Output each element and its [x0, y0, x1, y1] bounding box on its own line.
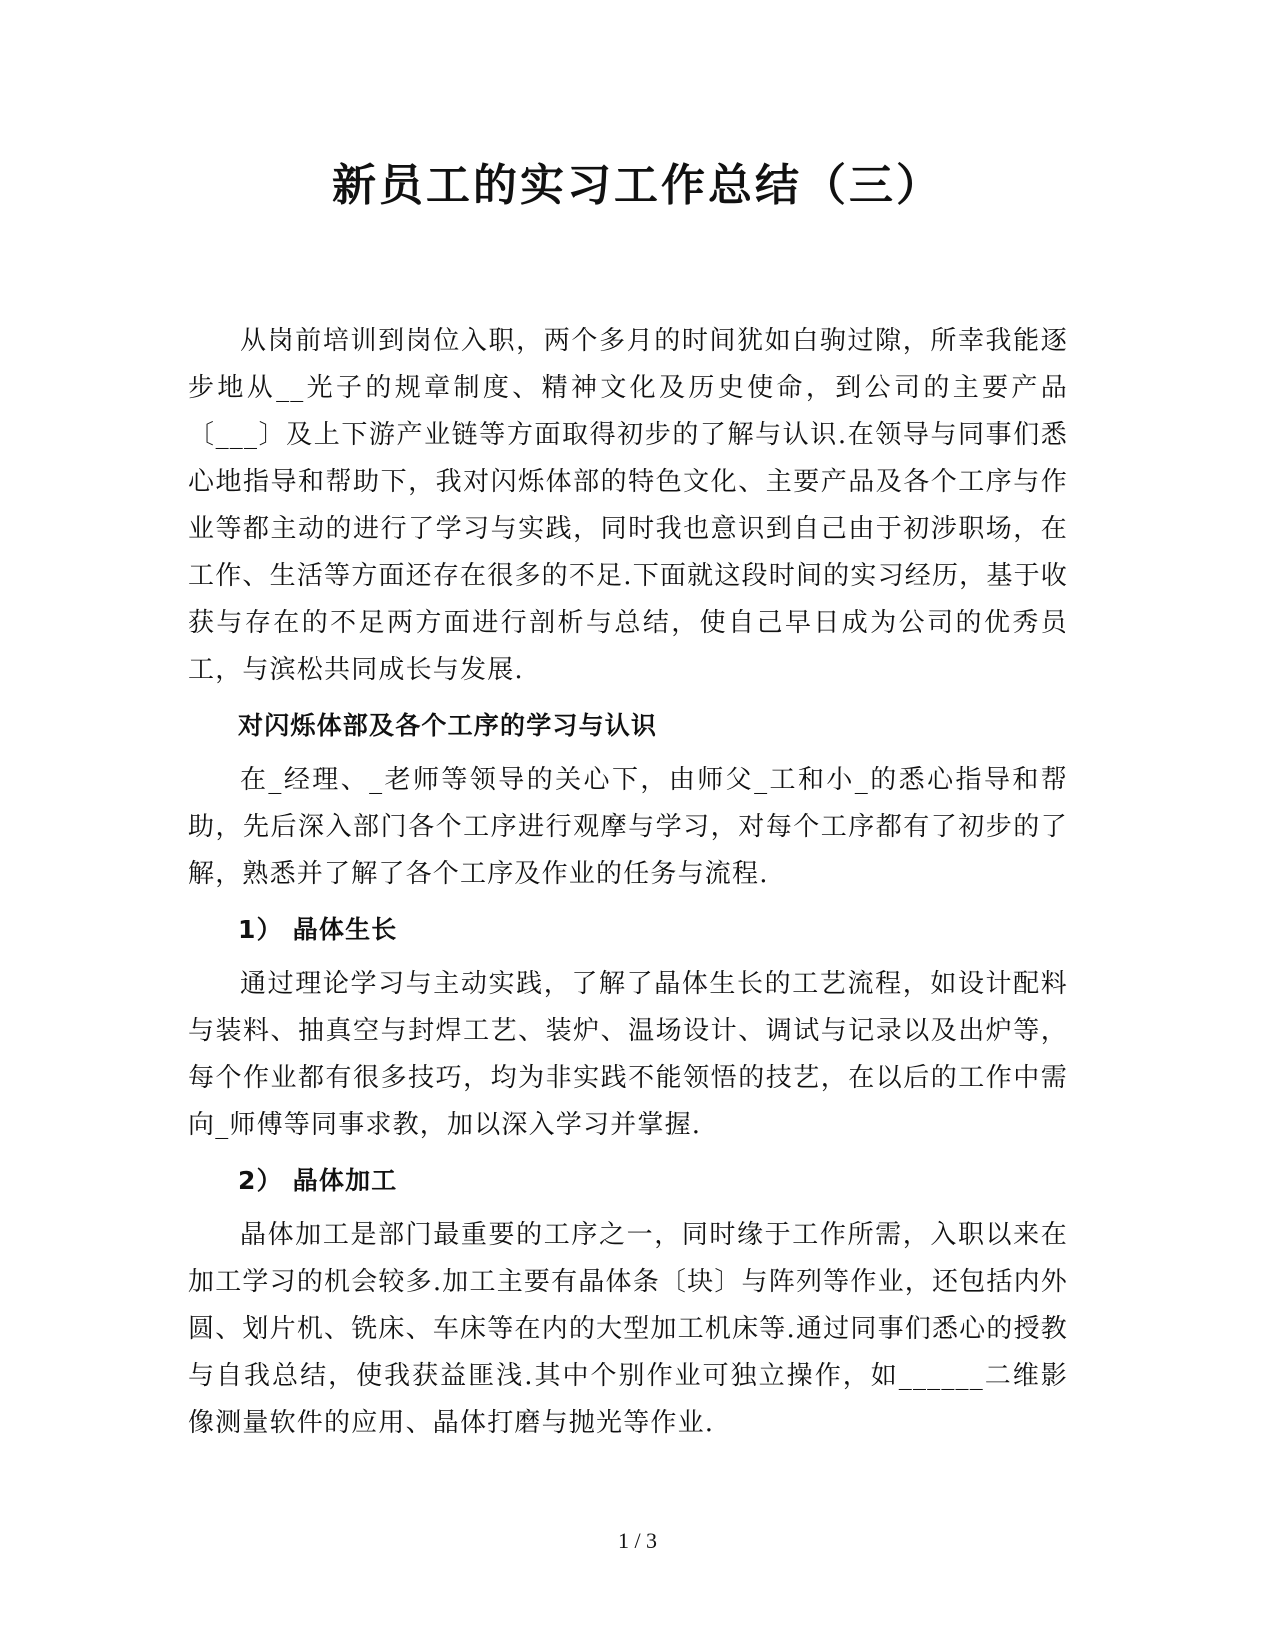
paragraph-learning: 在_经理、_老师等领导的关心下，由师父_工和小_的悉心指导和帮助，先后深入部门各个工序进行观摩与学习，对每个工序都有了初步的了解，熟悉并了解了各个工序及作业的任务与流程.: [188, 765, 1068, 889]
paragraph-intro: 从岗前培训到岗位入职，两个多月的时间犹如白驹过隙，所幸我能逐步地从__光子的规章制度、精神文化及历史使命，到公司的主要产品〔___〕及上下游产业链等方面取得初步的了解与认识.在领导与同事们悉心地指导和帮助下，我对闪烁体部的特色文化、主要产品及各个工序与作业等都主动的进行了学习与实践，同时我也意识到自己由于初涉职场，在工作、生活等方面还存在很多的不足.下面就这段时间的实习经历，基于收获与存在的不足两方面进行剖析与总结，使自己早日成为公司的优秀员工，与滨松共同成长与发展.: [188, 326, 1068, 685]
subsection-heading-crystal-processing: 2） 晶体加工: [238, 1166, 398, 1195]
document-body: [188, 318, 1068, 1447]
paragraph-crystal-growth: 通过理论学习与主动实践，了解了晶体生长的工艺流程，如设计配料与装料、抽真空与封焊工艺、装炉、温场设计、调试与记录以及出炉等，每个作业都有很多技巧，均为非实践不能领悟的技艺，在以后的工作中需向_师傅等同事求教，加以深入学习并掌握.: [188, 969, 1068, 1140]
page-number: 1 / 3: [617, 1528, 658, 1553]
subsection-heading-crystal-growth: 1） 晶体生长: [238, 915, 398, 944]
section-heading: 对闪烁体部及各个工序的学习与认识: [238, 711, 658, 740]
document-title: 新员工的实习工作总结（三）: [332, 160, 943, 211]
paragraph-crystal-processing: 晶体加工是部门最重要的工序之一，同时缘于工作所需，入职以来在加工学习的机会较多.加工主要有晶体条〔块〕与阵列等作业，还包括内外圆、划片机、铣床、车床等在内的大型加工机床等.通过同事们悉心的授教与自我总结，使我获益匪浅.其中个别作业可独立操作，如______二维影像测量软件的应用、晶体打磨与抛光等作业.: [188, 1220, 1068, 1438]
